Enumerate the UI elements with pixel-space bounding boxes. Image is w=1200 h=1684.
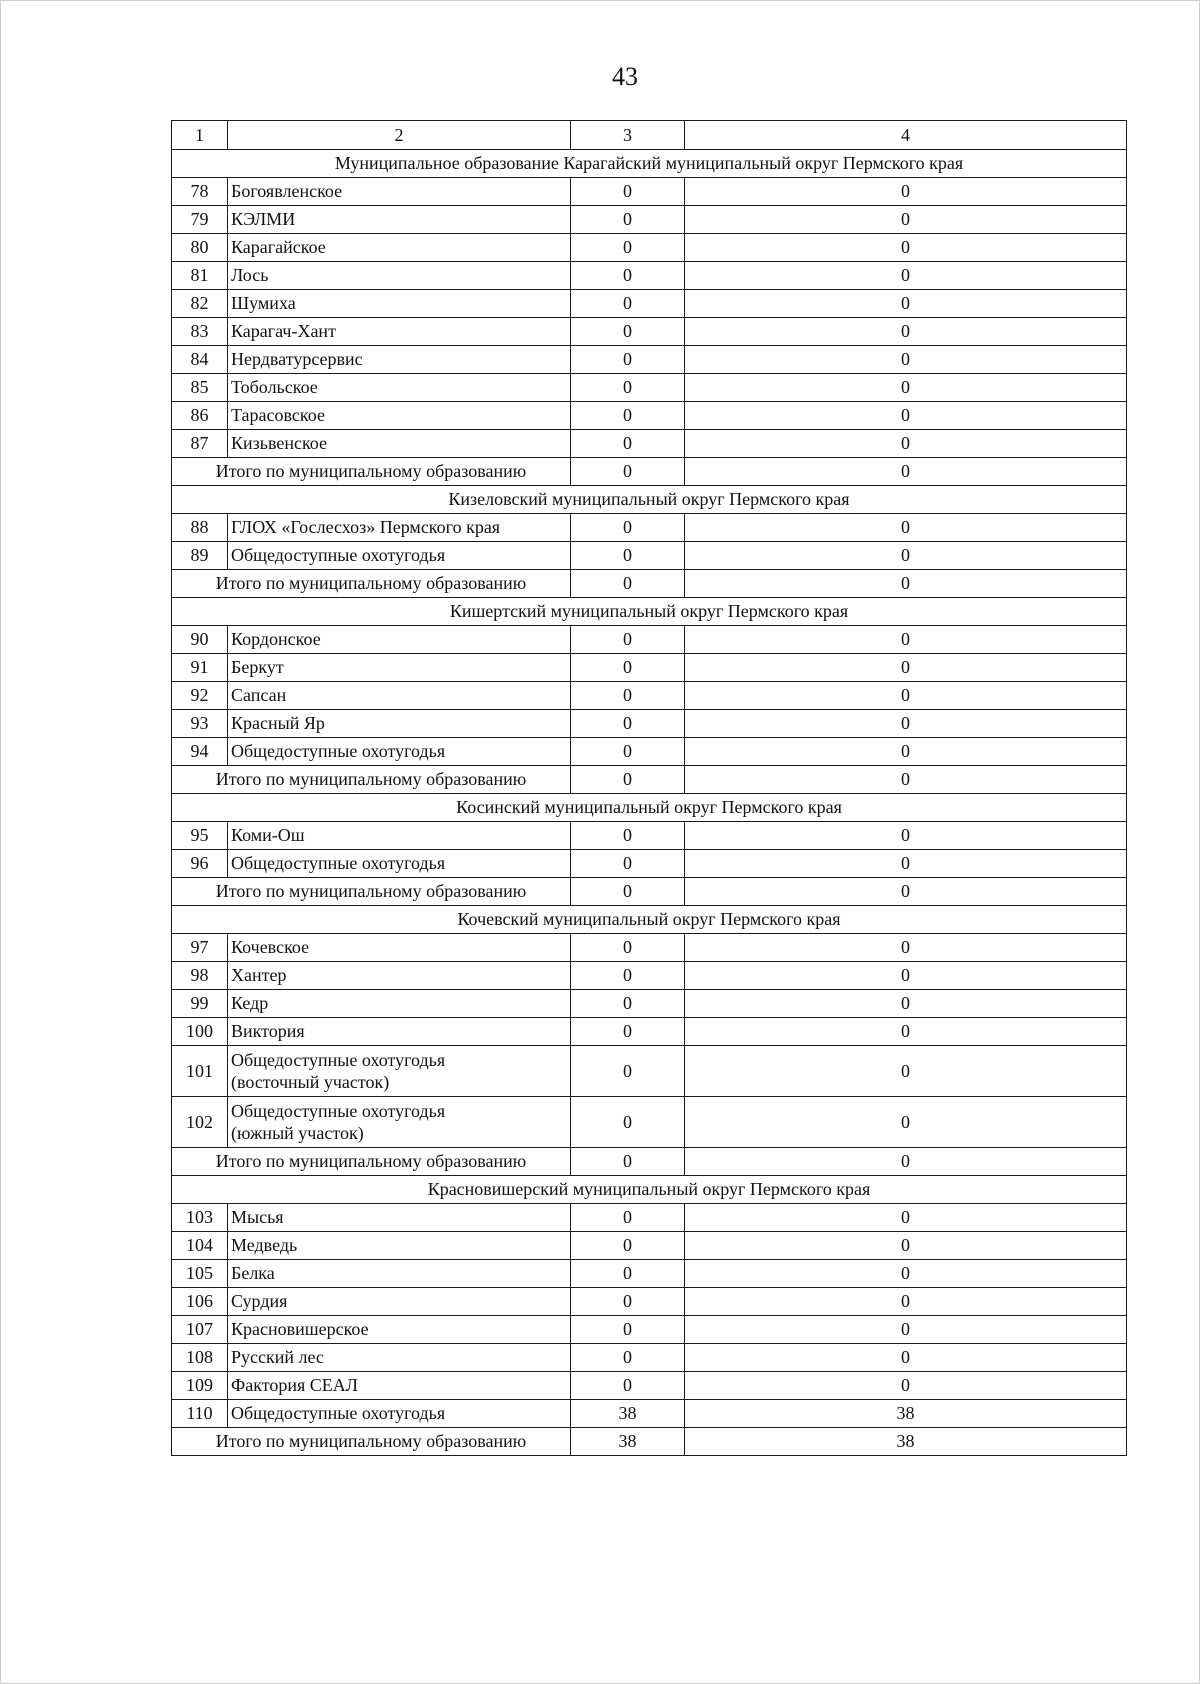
- total-row: [172, 1148, 1127, 1176]
- total-row: [172, 766, 1127, 794]
- value-col3: 0: [571, 1344, 685, 1372]
- hunting-ground-name: [228, 1400, 571, 1428]
- value-col4: 0: [685, 934, 1127, 962]
- total-col3: 0: [571, 878, 685, 906]
- section-title: Косинский муниципальный округ Пермского края: [172, 794, 1127, 822]
- hunting-ground-name: [228, 1260, 571, 1288]
- table-row: [172, 1046, 1127, 1097]
- name-line: Виктория: [231, 1021, 305, 1041]
- page-number: 43: [612, 62, 638, 91]
- value-col3: 0: [571, 1288, 685, 1316]
- value-col4: 0: [685, 654, 1127, 682]
- value-col4: 0: [685, 234, 1127, 262]
- table-row: [172, 738, 1127, 766]
- row-number: 81: [172, 262, 228, 290]
- total-col4: 0: [685, 570, 1127, 598]
- table-row: [172, 1288, 1127, 1316]
- row-number: 95: [172, 822, 228, 850]
- name-line: (восточный участок): [231, 1072, 390, 1092]
- total-label: Итого по муниципальному образованию: [172, 570, 571, 598]
- table-row: [172, 1344, 1127, 1372]
- value-col4: 0: [685, 1344, 1127, 1372]
- row-number: 94: [172, 738, 228, 766]
- hunting-ground-name: [228, 850, 571, 878]
- hunting-ground-name: [228, 542, 571, 570]
- section-header-row: [172, 794, 1127, 822]
- section-header-row: [172, 598, 1127, 626]
- value-col4: 0: [685, 402, 1127, 430]
- value-col4: 0: [685, 1018, 1127, 1046]
- value-col3: 38: [571, 1400, 685, 1428]
- total-col4: 0: [685, 458, 1127, 486]
- name-line: Общедоступные охотугодья: [231, 1050, 446, 1070]
- value-col3: 0: [571, 290, 685, 318]
- name-line: Общедоступные охотугодья: [231, 1101, 446, 1121]
- row-number: 100: [172, 1018, 228, 1046]
- name-line: Тобольское: [231, 377, 318, 397]
- hunting-ground-name: [228, 262, 571, 290]
- hunting-ground-name: [228, 934, 571, 962]
- name-line: Кедр: [231, 993, 269, 1013]
- row-number: 108: [172, 1344, 228, 1372]
- value-col4: 0: [685, 822, 1127, 850]
- row-number: 84: [172, 346, 228, 374]
- value-col4: 0: [685, 290, 1127, 318]
- section-header-row: [172, 486, 1127, 514]
- total-label: Итого по муниципальному образованию: [172, 1428, 571, 1456]
- value-col3: 0: [571, 1372, 685, 1400]
- table-row: [172, 290, 1127, 318]
- value-col4: 0: [685, 626, 1127, 654]
- row-number: 82: [172, 290, 228, 318]
- header-cell-2: 2: [228, 121, 571, 150]
- name-line: Общедоступные охотугодья: [231, 1403, 446, 1423]
- name-line: Красный Яр: [231, 713, 325, 733]
- row-number: 106: [172, 1288, 228, 1316]
- hunting-ground-name: [228, 654, 571, 682]
- value-col4: 0: [685, 682, 1127, 710]
- name-line: Беркут: [231, 657, 284, 677]
- value-col3: 0: [571, 710, 685, 738]
- header-cell-1: 1: [172, 121, 228, 150]
- section-title: Кочевский муниципальный округ Пермского края: [172, 906, 1127, 934]
- table-row: [172, 1097, 1127, 1148]
- name-line: Красновишерское: [231, 1319, 369, 1339]
- table-row: [172, 1372, 1127, 1400]
- name-line: Сапсан: [231, 685, 287, 705]
- hunting-ground-name: [228, 402, 571, 430]
- name-line: Богоявленское: [231, 181, 343, 201]
- value-col3: 0: [571, 514, 685, 542]
- row-number: 105: [172, 1260, 228, 1288]
- row-number: 87: [172, 430, 228, 458]
- name-line: Общедоступные охотугодья: [231, 545, 446, 565]
- row-number: 101: [172, 1046, 228, 1097]
- value-col4: 0: [685, 178, 1127, 206]
- table-row: [172, 654, 1127, 682]
- name-line: Коми-Ош: [231, 825, 305, 845]
- row-number: 93: [172, 710, 228, 738]
- value-col4: 0: [685, 318, 1127, 346]
- table-row: [172, 374, 1127, 402]
- table-row: [172, 1316, 1127, 1344]
- hunting-ground-name: [228, 822, 571, 850]
- name-line: Кордонское: [231, 629, 321, 649]
- value-col3: 0: [571, 738, 685, 766]
- total-col3: 0: [571, 570, 685, 598]
- total-col3: 0: [571, 766, 685, 794]
- value-col3: 0: [571, 626, 685, 654]
- name-line: Фактория СЕАЛ: [231, 1375, 358, 1395]
- name-line: Лось: [231, 265, 269, 285]
- row-number: 90: [172, 626, 228, 654]
- value-col3: 0: [571, 990, 685, 1018]
- row-number: 79: [172, 206, 228, 234]
- row-number: 92: [172, 682, 228, 710]
- hunting-ground-name: [228, 374, 571, 402]
- row-number: 86: [172, 402, 228, 430]
- value-col3: 0: [571, 402, 685, 430]
- total-col4: 38: [685, 1428, 1127, 1456]
- table-header-row: [172, 121, 1127, 150]
- row-number: 107: [172, 1316, 228, 1344]
- name-line: Общедоступные охотугодья: [231, 741, 446, 761]
- total-label: Итого по муниципальному образованию: [172, 878, 571, 906]
- value-col4: 0: [685, 1232, 1127, 1260]
- table-row: [172, 682, 1127, 710]
- header-cell-4: 4: [685, 121, 1127, 150]
- table-row: [172, 178, 1127, 206]
- row-number: 80: [172, 234, 228, 262]
- row-number: 89: [172, 542, 228, 570]
- value-col4: 0: [685, 542, 1127, 570]
- hunting-ground-name: [228, 178, 571, 206]
- hunting-ground-name: [228, 1046, 571, 1097]
- table-row: [172, 710, 1127, 738]
- value-col3: 0: [571, 1204, 685, 1232]
- data-table: [171, 120, 1127, 1456]
- total-col4: 0: [685, 766, 1127, 794]
- section-title: Красновишерский муниципальный округ Пермского края: [172, 1176, 1127, 1204]
- value-col3: 0: [571, 234, 685, 262]
- hunting-ground-name: [228, 710, 571, 738]
- hunting-ground-name: [228, 626, 571, 654]
- name-line: Хантер: [231, 965, 287, 985]
- value-col4: 0: [685, 374, 1127, 402]
- hunting-ground-name: [228, 514, 571, 542]
- row-number: 78: [172, 178, 228, 206]
- table-row: [172, 430, 1127, 458]
- hunting-ground-name: [228, 318, 571, 346]
- name-line: Общедоступные охотугодья: [231, 853, 446, 873]
- value-col4: 0: [685, 710, 1127, 738]
- total-row: [172, 878, 1127, 906]
- table-row: [172, 262, 1127, 290]
- value-col4: 0: [685, 514, 1127, 542]
- value-col3: 0: [571, 654, 685, 682]
- table-row: [172, 934, 1127, 962]
- value-col4: 0: [685, 1288, 1127, 1316]
- table-row: [172, 626, 1127, 654]
- hunting-ground-name: [228, 738, 571, 766]
- value-col3: 0: [571, 850, 685, 878]
- hunting-ground-name: [228, 430, 571, 458]
- value-col4: 0: [685, 430, 1127, 458]
- value-col3: 0: [571, 178, 685, 206]
- hunting-ground-name: [228, 1288, 571, 1316]
- table-row: [172, 1204, 1127, 1232]
- row-number: 102: [172, 1097, 228, 1148]
- hunting-ground-name: [228, 962, 571, 990]
- hunting-ground-name: [228, 682, 571, 710]
- value-col3: 0: [571, 682, 685, 710]
- row-number: 99: [172, 990, 228, 1018]
- name-line: Шумиха: [231, 293, 296, 313]
- header-cell-3: 3: [571, 121, 685, 150]
- table-row: [172, 542, 1127, 570]
- hunting-ground-name: [228, 206, 571, 234]
- table-row: [172, 962, 1127, 990]
- value-col4: 0: [685, 990, 1127, 1018]
- total-row: [172, 458, 1127, 486]
- row-number: 83: [172, 318, 228, 346]
- value-col4: 0: [685, 1046, 1127, 1097]
- value-col3: 0: [571, 962, 685, 990]
- value-col3: 0: [571, 822, 685, 850]
- value-col3: 0: [571, 318, 685, 346]
- total-row: [172, 1428, 1127, 1456]
- total-col4: 0: [685, 878, 1127, 906]
- value-col3: 0: [571, 1316, 685, 1344]
- value-col4: 0: [685, 1097, 1127, 1148]
- table-row: [172, 1232, 1127, 1260]
- name-line: Русский лес: [231, 1347, 324, 1367]
- total-col3: 0: [571, 1148, 685, 1176]
- table-row: [172, 990, 1127, 1018]
- value-col4: 0: [685, 1260, 1127, 1288]
- hunting-ground-name: [228, 1097, 571, 1148]
- value-col3: 0: [571, 1018, 685, 1046]
- total-row: [172, 570, 1127, 598]
- row-number: 110: [172, 1400, 228, 1428]
- value-col3: 0: [571, 934, 685, 962]
- value-col3: 0: [571, 1046, 685, 1097]
- name-line: Тарасовское: [231, 405, 325, 425]
- row-number: 88: [172, 514, 228, 542]
- total-label: Итого по муниципальному образованию: [172, 766, 571, 794]
- value-col3: 0: [571, 542, 685, 570]
- row-number: 96: [172, 850, 228, 878]
- section-header-row: [172, 150, 1127, 178]
- table-row: [172, 234, 1127, 262]
- table-row: [172, 1400, 1127, 1428]
- hunting-ground-name: [228, 1316, 571, 1344]
- value-col3: 0: [571, 206, 685, 234]
- value-col3: 0: [571, 374, 685, 402]
- value-col4: 0: [685, 346, 1127, 374]
- row-number: 91: [172, 654, 228, 682]
- table-row: [172, 318, 1127, 346]
- hunting-ground-name: [228, 1232, 571, 1260]
- row-number: 103: [172, 1204, 228, 1232]
- value-col4: 0: [685, 1204, 1127, 1232]
- name-line: Медведь: [231, 1235, 298, 1255]
- table-row: [172, 822, 1127, 850]
- hunting-ground-name: [228, 1372, 571, 1400]
- table-row: [172, 206, 1127, 234]
- value-col4: 0: [685, 1316, 1127, 1344]
- hunting-ground-name: [228, 1018, 571, 1046]
- name-line: Белка: [231, 1263, 275, 1283]
- value-col4: 0: [685, 262, 1127, 290]
- name-line: Сурдия: [231, 1291, 288, 1311]
- value-col4: 38: [685, 1400, 1127, 1428]
- total-col4: 0: [685, 1148, 1127, 1176]
- value-col4: 0: [685, 1372, 1127, 1400]
- table-row: [172, 402, 1127, 430]
- value-col3: 0: [571, 346, 685, 374]
- hunting-ground-name: [228, 234, 571, 262]
- name-line: Мысья: [231, 1207, 284, 1227]
- value-col4: 0: [685, 206, 1127, 234]
- hunting-ground-name: [228, 290, 571, 318]
- value-col4: 0: [685, 738, 1127, 766]
- hunting-ground-name: [228, 1344, 571, 1372]
- row-number: 109: [172, 1372, 228, 1400]
- table-row: [172, 1260, 1127, 1288]
- table-row: [172, 514, 1127, 542]
- name-line: КЭЛМИ: [231, 209, 296, 229]
- section-header-row: [172, 1176, 1127, 1204]
- hunting-ground-name: [228, 990, 571, 1018]
- value-col4: 0: [685, 962, 1127, 990]
- total-col3: 0: [571, 458, 685, 486]
- section-title: Муниципальное образование Карагайский муниципальный округ Пермского края: [172, 150, 1127, 178]
- value-col4: 0: [685, 850, 1127, 878]
- value-col3: 0: [571, 1097, 685, 1148]
- name-line: Карагайское: [231, 237, 326, 257]
- section-title: Кизеловский муниципальный округ Пермского края: [172, 486, 1127, 514]
- name-line: ГЛОХ «Гослесхоз» Пермского края: [231, 517, 501, 537]
- section-header-row: [172, 906, 1127, 934]
- value-col3: 0: [571, 430, 685, 458]
- value-col3: 0: [571, 1260, 685, 1288]
- value-col3: 0: [571, 262, 685, 290]
- total-label: Итого по муниципальному образованию: [172, 458, 571, 486]
- table-row: [172, 1018, 1127, 1046]
- row-number: 97: [172, 934, 228, 962]
- name-line: Карагач-Хант: [231, 321, 336, 341]
- hunting-ground-name: [228, 1204, 571, 1232]
- total-label: Итого по муниципальному образованию: [172, 1148, 571, 1176]
- name-line: Нердватурсервис: [231, 349, 363, 369]
- name-line: Кизьвенское: [231, 433, 328, 453]
- section-title: Кишертский муниципальный округ Пермского края: [172, 598, 1127, 626]
- row-number: 104: [172, 1232, 228, 1260]
- total-col3: 38: [571, 1428, 685, 1456]
- table-row: [172, 850, 1127, 878]
- name-line: (южный участок): [231, 1123, 364, 1143]
- row-number: 98: [172, 962, 228, 990]
- table-body: [172, 121, 1127, 1456]
- hunting-ground-name: [228, 346, 571, 374]
- table-row: [172, 346, 1127, 374]
- name-line: Кочевское: [231, 937, 310, 957]
- row-number: 85: [172, 374, 228, 402]
- value-col3: 0: [571, 1232, 685, 1260]
